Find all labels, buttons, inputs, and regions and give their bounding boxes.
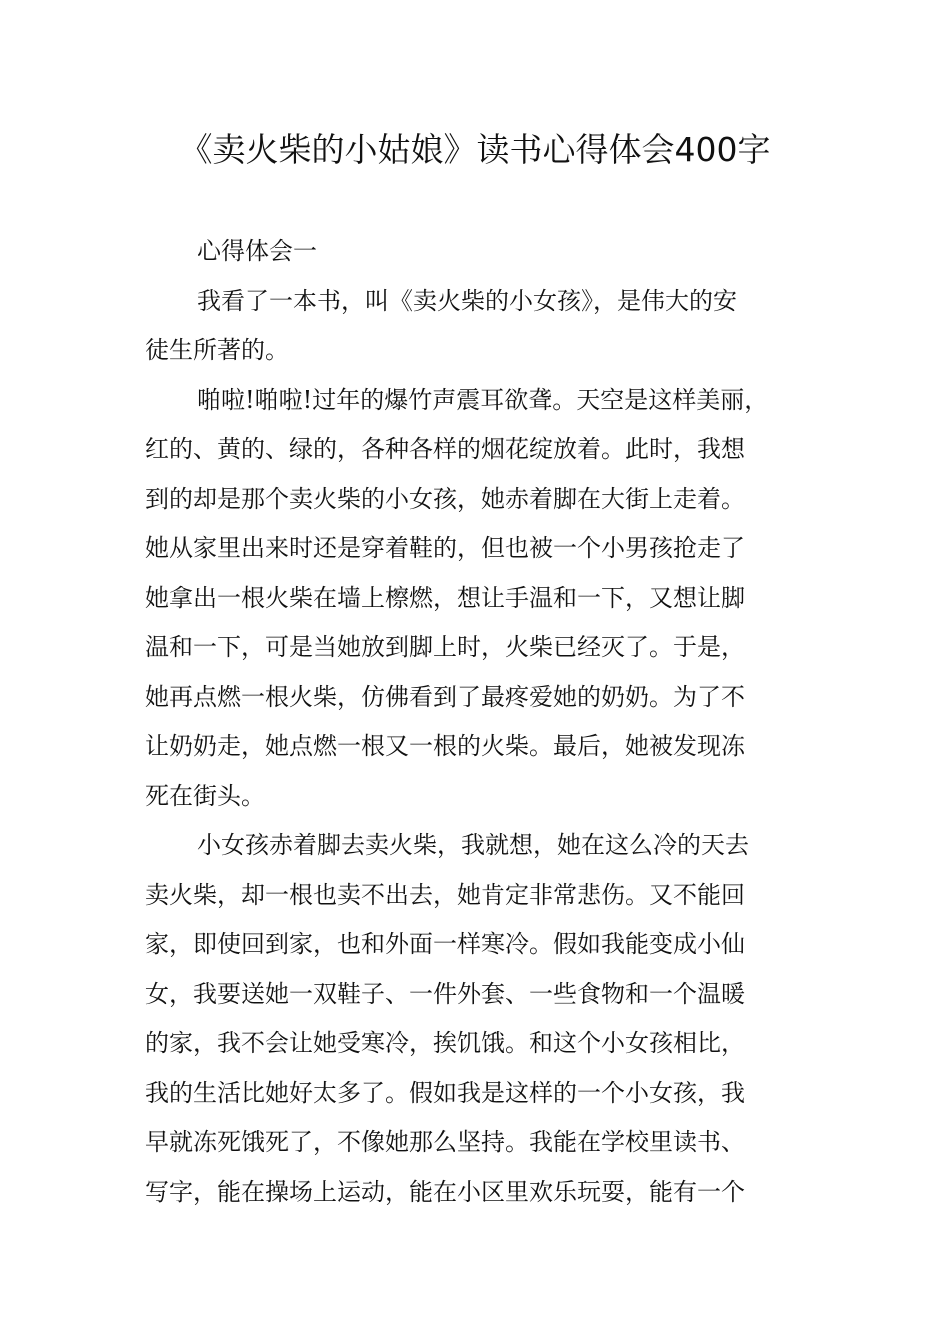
text-line: 让奶奶走，她点燃一根又一根的火柴。最后，她被发现冻	[145, 732, 745, 760]
text-line: 红的、黄的、绿的，各种各样的烟花绽放着。此时，我想	[145, 435, 745, 463]
document-title: 《卖火柴的小姑娘》读书心得体会400字	[179, 130, 771, 169]
text-line: 卖火柴，却一根也卖不出去，她肯定非常悲伤。又不能回	[145, 880, 745, 909]
text-line: 女，我要送她一双鞋子、一件外套、一些食物和一个温暖	[145, 979, 745, 1008]
text-line: 家，即使回到家，也和外面一样寒冷。假如我能变成小仙	[145, 930, 745, 958]
text-line: 她从家里出来时还是穿着鞋的，但也被一个小男孩抢走了	[145, 534, 745, 562]
text-line: 心得体会一	[197, 237, 317, 265]
text-line: 她再点燃一根火柴，仿佛看到了最疼爱她的奶奶。为了不	[145, 682, 745, 711]
text-line: 死在街头。	[145, 781, 265, 810]
text-line: 徒生所著的。	[145, 336, 289, 364]
document-body	[145, 227, 815, 1217]
text-line: 我看了一本书，叫《卖火柴的小女孩》，是伟大的安	[197, 286, 737, 315]
text-line: 她拿出一根火柴在墙上檫燃，想让手温和一下，又想让脚	[145, 583, 745, 612]
text-line: 的家，我不会让她受寒冷，挨饥饿。和这个小女孩相比，	[145, 1029, 745, 1057]
text-line: 温和一下，可是当她放到脚上时，火柴已经灭了。于是，	[145, 633, 745, 661]
text-line: 写字，能在操场上运动，能在小区里欢乐玩耍，能有一个	[145, 1177, 745, 1206]
text-line: 我的生活比她好太多了。假如我是这样的一个小女孩，我	[145, 1078, 745, 1107]
text-line: 到的却是那个卖火柴的小女孩，她赤着脚在大街上走着。	[145, 484, 745, 513]
text-line: 小女孩赤着脚去卖火柴，我就想，她在这么冷的天去	[197, 831, 749, 859]
text-line: 啪啦!啪啦!过年的爆竹声震耳欲聋。天空是这样美丽，	[197, 385, 769, 414]
text-line: 早就冻死饿死了，不像她那么坚持。我能在学校里读书、	[145, 1128, 745, 1156]
